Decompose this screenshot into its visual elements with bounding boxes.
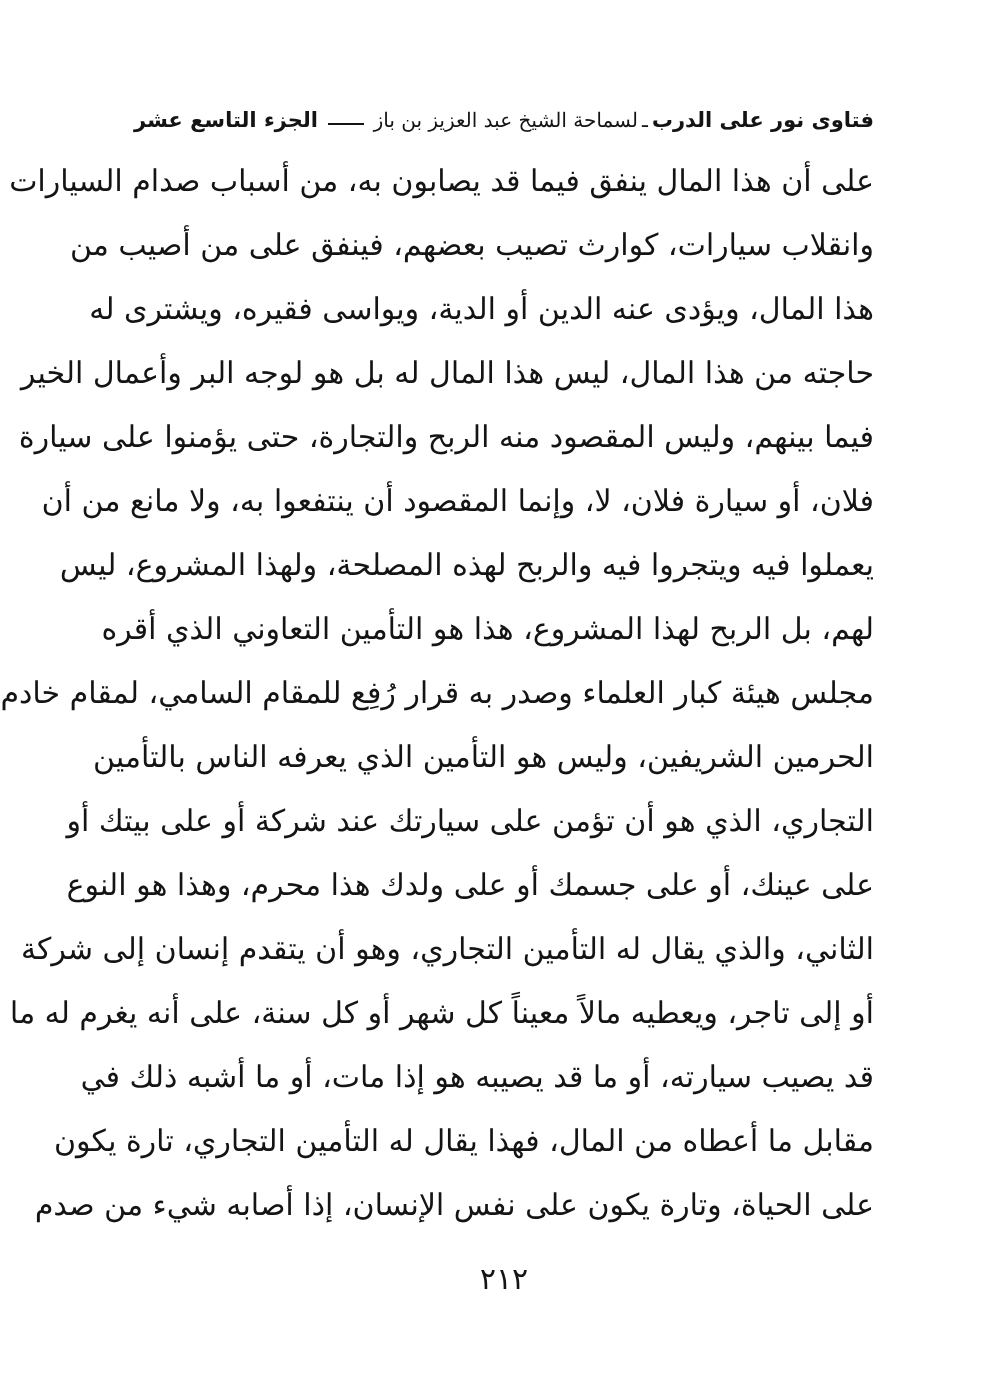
text-line: قد يصيب سيارته، أو ما قد يصيبه هو إذا مات، أو ما أشبه ذلك في — [80, 1060, 874, 1095]
text-line: لهم، بل الربح لهذا المشروع، هذا هو التأمين التعاوني الذي أقره — [101, 612, 874, 647]
header-rule — [328, 123, 364, 125]
running-header — [134, 100, 874, 140]
text-line: على الحياة، وتارة يكون على نفس الإنسان، إذا أصابه شيء من صدم — [34, 1188, 874, 1223]
text-line: على عينك، أو على جسمك أو على ولدك هذا محرم، وهذا هو النوع — [66, 868, 874, 903]
page-number: ٢١٢ — [479, 1262, 529, 1297]
header-book-info — [374, 108, 874, 132]
text-line: وانقلاب سيارات، كوارث تصيب بعضهم، فينفق على من أصيب من — [69, 228, 874, 263]
text-line: على أن هذا المال ينفق فيما قد يصابون به، من أسباب صدام السيارات — [9, 164, 874, 199]
text-line: هذا المال، ويؤدى عنه الدين أو الدية، ويواسى فقيره، ويشترى له — [89, 292, 874, 327]
header-book-title: فتاوى نور على الدرب — [651, 108, 874, 132]
header-author: لسماحة الشيخ عبد العزيز بن باز — [373, 108, 638, 132]
body-text — [0, 150, 874, 1238]
header-dash: ـ — [641, 108, 648, 132]
text-line: حاجته من هذا المال، ليس هذا المال له بل هو لوجه البر وأعمال الخير — [20, 356, 874, 391]
text-line: التجاري، الذي هو أن تؤمن على سيارتك عند شركة أو على بيتك أو — [66, 804, 874, 839]
text-line: يعملوا فيه ويتجروا فيه والربح لهذه المصلحة، ولهذا المشروع، ليس — [59, 548, 874, 583]
text-line: فلان، أو سيارة فلان، لا، وإنما المقصود أن ينتفعوا به، ولا مانع من أن — [41, 484, 874, 519]
text-line: أو إلى تاجر، ويعطيه مالاً معيناً كل شهر أو كل سنة، على أنه يغرم له ما — [9, 996, 874, 1031]
text-line: فيما بينهم، وليس المقصود منه الربح والتجارة، حتى يؤمنوا على سيارة — [18, 420, 874, 455]
text-line: الثاني، والذي يقال له التأمين التجاري، وهو أن يتقدم إنسان إلى شركة — [20, 932, 874, 967]
header-volume: الجزء التاسع عشر — [134, 108, 318, 132]
text-line: الحرمين الشريفين، وليس هو التأمين الذي يعرفه الناس بالتأمين — [93, 740, 874, 775]
text-line: مجلس هيئة كبار العلماء وصدر به قرار رُفِع للمقام السامي، لمقام خادم — [0, 676, 874, 711]
text-line: مقابل ما أعطاه من المال، فهذا يقال له التأمين التجاري، تارة يكون — [53, 1124, 874, 1159]
